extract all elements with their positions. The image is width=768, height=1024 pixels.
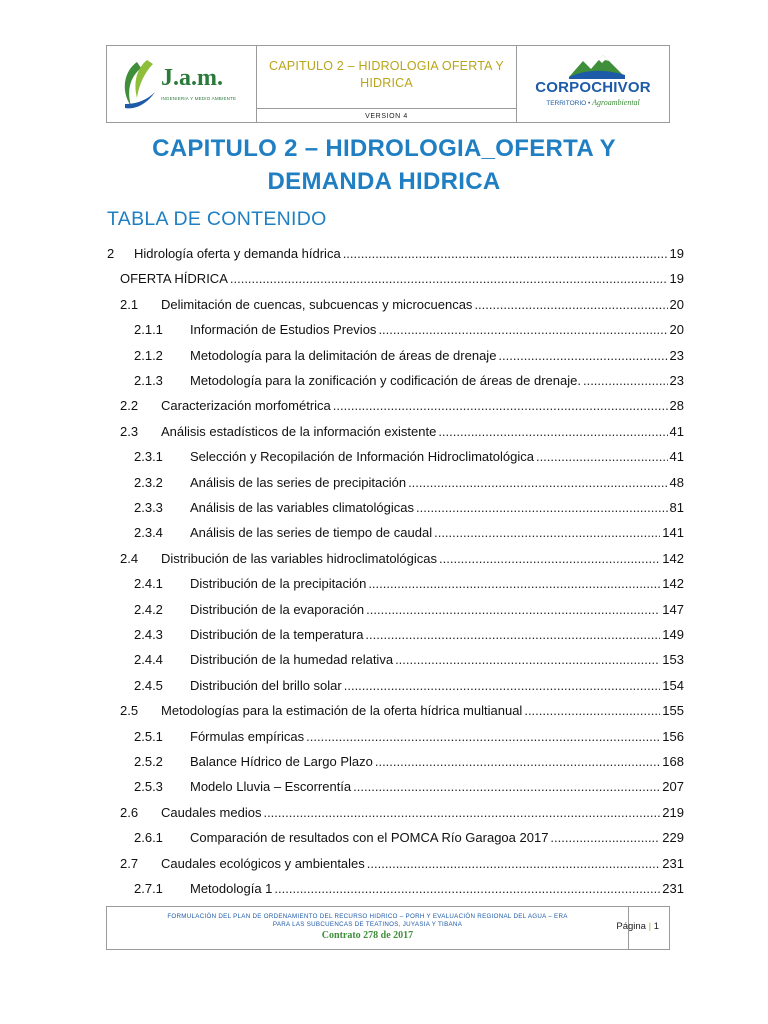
toc-entry[interactable] (134, 523, 684, 543)
toc-entry-number: 2.4 (120, 550, 139, 566)
toc-entry-page: 168 (662, 754, 684, 769)
toc-entry-number: 2.1.2 (134, 347, 163, 363)
header-title-line1: CAPITULO 2 – HIDROLOGIA OFERTA Y (269, 59, 504, 73)
document-title-line2: DEMANDA HIDRICA (267, 168, 501, 195)
toc-entry-title: Metodología para la zonificación y codificación de áreas de drenaje. (190, 373, 581, 388)
toc-entry[interactable] (134, 828, 684, 848)
toc-entry-page: 153 (662, 652, 684, 668)
jam-logo-name: J.a.m. (161, 65, 223, 91)
toc-entry-title: Distribución de las variables hidroclimatológicas (161, 550, 438, 566)
toc-entry-title: Distribución de la temperatura (190, 627, 364, 642)
toc-entry-title: Caracterización morfométrica (161, 398, 331, 414)
toc-entry-number: 2.7.1 (134, 881, 163, 896)
toc-entry-title: Caudales medios (161, 804, 262, 820)
toc-entry-leader (274, 879, 660, 899)
toc-entry-title: Comparación de resultados con el POMCA Río Garagoa 2017 (190, 830, 549, 846)
toc-entry[interactable] (134, 650, 684, 670)
toc-entry-leader (367, 854, 661, 874)
toc-entry-leader (536, 447, 668, 467)
toc-entry-leader (344, 676, 661, 696)
toc-entry-page: 81 (669, 500, 684, 515)
footer-page-value: 1 (653, 921, 659, 932)
toc-entry[interactable] (134, 600, 684, 620)
toc-entry-leader (368, 574, 660, 594)
toc-entry-title: Metodología 1 (190, 881, 273, 896)
toc-entry-leader (366, 600, 660, 620)
toc-entry-title: Modelo Lluvia – Escorrentía (190, 779, 352, 795)
toc-entry-leader (583, 371, 668, 391)
toc-entry-page: 19 (669, 246, 684, 261)
toc-entry-number: 2.6 (120, 804, 139, 820)
footer-contract: Contrato 278 de 2017 (321, 930, 414, 941)
header-version: VERSION 4 (365, 113, 408, 120)
toc-entry-page: 41 (669, 423, 684, 439)
toc-entry-number: 2.1.3 (134, 373, 163, 388)
toc-entry-page: 20 (669, 296, 684, 312)
toc-entry-page: 23 (669, 347, 684, 363)
toc-entry-title: OFERTA HÍDRICA (120, 271, 228, 287)
toc-entry[interactable] (134, 371, 684, 391)
toc-entry-number: 2.5 (120, 703, 139, 719)
toc-entry-number: 2.6.1 (134, 830, 163, 846)
toc-entry-leader (333, 396, 668, 416)
toc-entry-title: Distribución del brillo solar (190, 677, 342, 693)
toc-entry-leader (434, 523, 660, 543)
toc-entry-page: 142 (662, 576, 684, 592)
toc-entry-number: 2.3.1 (134, 449, 163, 465)
toc-entry-title: Análisis de las series de precipitación (190, 474, 407, 490)
toc-entry[interactable] (134, 752, 684, 772)
toc-entry-leader (378, 320, 667, 340)
toc-entry[interactable] (134, 625, 684, 645)
toc-entry-title: Análisis de las variables climatológicas (190, 500, 414, 515)
toc-entry[interactable] (134, 447, 684, 467)
toc-entry-title: Información de Estudios Previos (190, 322, 377, 338)
toc-entry-number: 2.5.3 (134, 779, 163, 795)
toc-entry-page: 147 (662, 601, 684, 617)
toc-entry-leader (395, 650, 660, 670)
toc-entry-page: 142 (662, 550, 684, 566)
toc-entry-leader (306, 727, 660, 747)
toc-entry-leader (353, 777, 660, 797)
toc-entry[interactable] (134, 498, 684, 518)
document-title (100, 132, 668, 198)
header-version-row (257, 108, 516, 124)
toc-heading: TABLA DE CONTENIDO (107, 208, 327, 230)
toc-entry-number: 2.4.2 (134, 601, 163, 617)
corpochivor-tag-prefix: TERRITORIO • (546, 100, 591, 107)
toc-entry-title: Fórmulas empíricas (190, 728, 305, 744)
footer-page-label: Página (616, 921, 646, 932)
document-title-line1: CAPITULO 2 – HIDROLOGIA_OFERTA Y (152, 135, 616, 162)
toc-entry-number: 2.3.4 (134, 525, 163, 541)
toc-entry-title: Distribución de la humedad relativa (190, 652, 394, 668)
toc-entry-page: 207 (662, 779, 684, 795)
toc-entry-leader (438, 422, 667, 442)
toc-entry-page: 48 (669, 474, 684, 490)
toc-entry-number: 2.5.2 (134, 754, 163, 769)
toc-entry-page: 41 (669, 449, 684, 465)
toc-entry-leader (230, 269, 668, 289)
toc-entry-title: Distribución de la precipitación (190, 576, 367, 592)
toc-entry-title: Selección y Recopilación de Información Hidroclimatológica (190, 449, 534, 465)
toc-entry-number: 2.4.3 (134, 627, 163, 642)
footer-page-cell (616, 907, 669, 949)
toc-entry[interactable] (120, 269, 684, 289)
toc-entry-number: 2.5.1 (134, 728, 163, 744)
corpochivor-logo-tagline (517, 98, 669, 107)
toc-entry-number: 2.4.4 (134, 652, 163, 668)
toc-entry-leader (375, 752, 660, 772)
toc-entry-number: 2.2 (120, 398, 139, 414)
toc-entry[interactable] (134, 676, 684, 696)
toc-entry-title: Análisis de las series de tiempo de caudal (190, 525, 433, 541)
toc-entry-page: 28 (669, 398, 684, 414)
toc-entry-number: 2.3.2 (134, 474, 163, 490)
toc-entry-page: 229 (662, 830, 684, 846)
toc-entry-leader (408, 473, 667, 493)
header-title-cell (257, 46, 517, 122)
toc-entry-page: 231 (662, 881, 684, 896)
toc-entry[interactable] (120, 803, 684, 823)
toc-entry[interactable] (120, 396, 684, 416)
toc-entry-leader (439, 549, 660, 569)
toc-entry-title: Análisis estadísticos de la información existente (161, 423, 437, 439)
footer-page-number (616, 921, 659, 932)
header-right-logo-cell (517, 46, 669, 122)
toc-entry-leader (498, 346, 667, 366)
toc-entry-title: Metodología para la delimitación de áreas de drenaje (190, 347, 497, 363)
toc-entry[interactable] (134, 473, 684, 493)
toc-entry-leader (263, 803, 660, 823)
toc-entry-leader (524, 701, 660, 721)
toc-entry-title: Balance Hídrico de Largo Plazo (190, 754, 373, 769)
toc-entry-leader (343, 244, 668, 264)
toc-entry-page: 219 (662, 804, 684, 820)
toc-entry-page: 149 (662, 627, 684, 642)
toc-entry-page: 155 (662, 703, 684, 719)
toc-entry-number: 2.1.1 (134, 322, 163, 338)
toc-entry[interactable] (120, 701, 684, 721)
toc-entry-page: 20 (669, 322, 684, 338)
header-title-line2: HIDRICA (360, 76, 413, 90)
toc-entry-title: Hidrología oferta y demanda hídrica (134, 246, 341, 261)
toc-entry-title: Caudales ecológicos y ambientales (161, 855, 365, 871)
toc-entry-number: 2.1 (120, 296, 139, 312)
toc-entry-number: 2.7 (120, 855, 139, 871)
jam-swoosh-icon (117, 58, 157, 112)
page-header (106, 45, 670, 123)
toc-entry-leader (416, 498, 668, 518)
toc-entry-page: 156 (662, 728, 684, 744)
corpochivor-logo-name: CORPOCHIVOR (535, 79, 651, 96)
jam-logo (117, 58, 247, 112)
toc-entry[interactable] (120, 422, 684, 442)
toc-entry-page: 19 (669, 271, 684, 287)
corpochivor-tag-emphasis: Agroambiental (592, 98, 640, 107)
toc-entry-number: 2 (107, 246, 115, 261)
toc-entry[interactable] (120, 549, 684, 569)
toc-entry[interactable] (134, 346, 684, 366)
toc-entry-title: Delimitación de cuencas, subcuencas y microcuencas (161, 296, 473, 312)
toc-entry-page: 141 (662, 525, 684, 541)
page-footer (106, 906, 670, 950)
toc-entry[interactable] (134, 777, 684, 797)
toc-entry-number: 2.3 (120, 423, 139, 439)
toc-entry-page: 23 (669, 373, 684, 388)
toc-entry-page: 154 (662, 677, 684, 693)
toc-entry[interactable] (134, 320, 684, 340)
header-left-logo-cell (107, 46, 257, 122)
corpochivor-mountain-icon (569, 51, 625, 79)
toc-entry-number: 2.4.1 (134, 576, 163, 592)
toc-entry-title: Metodologías para la estimación de la oferta hídrica multianual (161, 703, 523, 719)
footer-project-line1: FORMULACIÓN DEL PLAN DE ORDENAMIENTO DEL RECURSO HIDRICO – PORH Y EVALUACIÓN REGIONAL DEL AGUA – ERA (167, 913, 568, 920)
jam-logo-subtitle: INGENIERIA Y MEDIO AMBIENTE (161, 96, 237, 101)
toc-entry[interactable] (120, 295, 684, 315)
toc-entry-title: Distribución de la evaporación (190, 601, 365, 617)
toc-entry[interactable] (134, 879, 684, 899)
toc-entry[interactable] (120, 854, 684, 874)
toc-entry[interactable] (134, 574, 684, 594)
toc-entry[interactable] (107, 244, 684, 264)
footer-page-separator: | (648, 921, 652, 932)
header-title (257, 58, 516, 92)
footer-project-line2: PARA LAS SUBCUENCAS DE TEATINOS, JUYASIA Y TIBANA (272, 921, 463, 928)
toc-entry[interactable] (134, 727, 684, 747)
toc-entry-leader (365, 625, 660, 645)
footer-project-cell (107, 907, 629, 949)
toc-entry-leader (474, 295, 667, 315)
toc-entry-number: 2.4.5 (134, 677, 163, 693)
toc-entry-leader (550, 828, 660, 848)
toc-entry-page: 231 (662, 855, 684, 871)
toc-entry-number: 2.3.3 (134, 500, 163, 515)
